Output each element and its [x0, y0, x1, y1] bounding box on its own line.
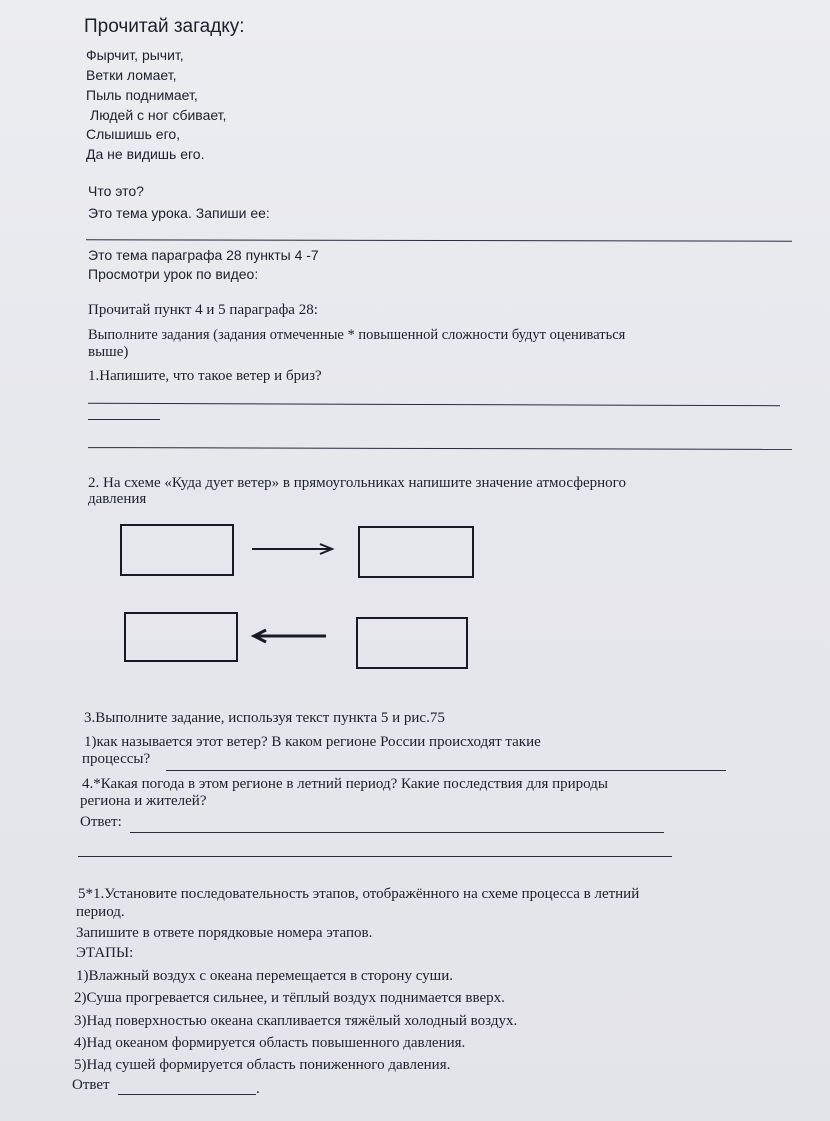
task1-answer-line[interactable]: [88, 403, 780, 406]
task2-question: 2. На схеме «Куда дует ветер» в прямоугольниках напишите значение атмосферного: [88, 475, 626, 491]
riddle-line: Слышишь его,: [86, 126, 181, 142]
riddle-line: Да не видишь его.: [86, 146, 205, 162]
video-instruction: Просмотри урок по видео:: [88, 266, 259, 282]
task1-answer-line-short[interactable]: [88, 419, 160, 420]
riddle-line: Ветки ломает,: [86, 67, 177, 83]
stages-heading: ЭТАПЫ:: [76, 945, 134, 961]
pressure-box-top-left[interactable]: [120, 524, 234, 576]
task4-question: 4.*Какая погода в этом регионе в летний период? Какие последствия для природы: [82, 776, 608, 792]
pressure-box-bottom-right[interactable]: [356, 617, 468, 669]
stage-item: 4)Над океаном формируется область повышенного давления.: [74, 1035, 466, 1051]
task4-answer-line[interactable]: [130, 832, 664, 833]
tasks-instruction-cont: выше): [88, 344, 129, 360]
paragraph-reference: Это тема параграфа 28 пункты 4 -7: [88, 247, 319, 263]
pressure-box-bottom-left[interactable]: [124, 612, 238, 662]
topic-instruction: Это тема урока. Запиши ее:: [88, 205, 270, 221]
task1-question: 1.Напишите, что такое ветер и бриз?: [88, 368, 322, 384]
task3-question: 3.Выполните задание, используя текст пункта 5 и рис.75: [84, 710, 445, 726]
task3-subquestion: 1)как называется этот ветер? В каком регионе России происходят такие: [84, 734, 541, 750]
task1-answer-line[interactable]: [88, 447, 792, 450]
stage-item: 1)Влажный воздух с океана перемещается в сторону суши.: [76, 968, 453, 984]
task5-question: 5*1.Установите последовательность этапов, отображённого на схеме процесса в летний: [78, 886, 640, 902]
task3-subquestion-cont: процессы?: [82, 751, 151, 767]
arrow-left-icon: [250, 627, 330, 645]
task4-question-cont: региона и жителей?: [80, 793, 207, 809]
task4-answer-line[interactable]: [78, 856, 672, 857]
arrow-right-icon: [250, 541, 340, 557]
stage-item: 2)Суша прогревается сильнее, и тёплый воздух поднимается вверх.: [74, 990, 505, 1006]
task5-answer-end: .: [256, 1081, 260, 1097]
task3-answer-line[interactable]: [166, 770, 726, 771]
task2-question-cont: давления: [88, 491, 147, 507]
tasks-instruction: Выполните задания (задания отмеченные * повышенной сложности будут оцениваться: [88, 327, 626, 343]
riddle-heading: Прочитай загадку:: [84, 16, 245, 37]
task5-question-cont: период.: [76, 904, 125, 920]
read-instruction: Прочитай пункт 4 и 5 параграфа 28:: [88, 302, 318, 318]
stage-item: 3)Над поверхностью океана скапливается тяжёлый холодный воздух.: [74, 1013, 518, 1029]
task4-answer-label: Ответ:: [80, 814, 122, 830]
riddle-question: Что это?: [88, 183, 144, 199]
riddle-line: Фырчит, рычит,: [86, 47, 184, 63]
task5-answer-line[interactable]: [118, 1094, 256, 1095]
task5-answer-label: Ответ: [72, 1077, 110, 1093]
topic-answer-line[interactable]: [86, 239, 792, 241]
stage-item: 5)Над сушей формируется область пониженного давления.: [74, 1057, 451, 1073]
pressure-box-top-right[interactable]: [358, 526, 474, 578]
riddle-line: Пыль поднимает,: [86, 87, 198, 103]
task5-instruction: Запишите в ответе порядковые номера этапов.: [76, 925, 373, 941]
riddle-line: Людей с ног сбивает,: [90, 107, 227, 123]
